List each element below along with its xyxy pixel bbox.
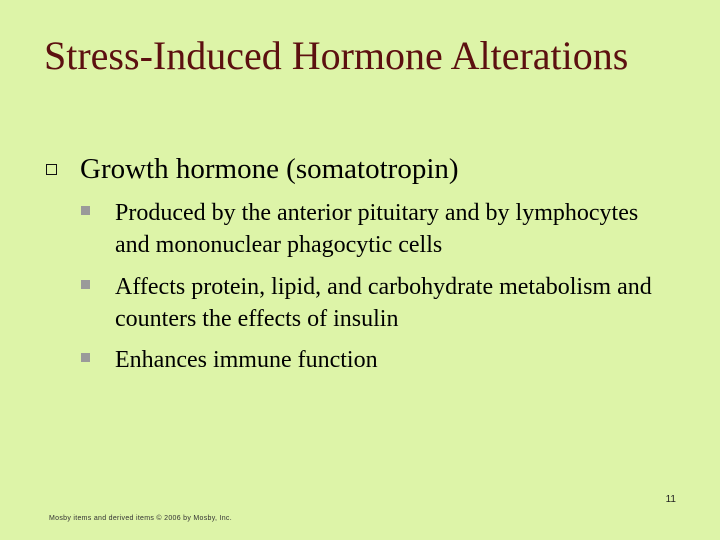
main-bullet-item (44, 152, 684, 186)
bullet-level-1 (44, 152, 684, 186)
sub-bullet-item (36, 344, 636, 376)
sub-bullet-text: Produced by the anterior pituitary and by lymphocytes and mononuclear phagocytic cells (115, 200, 639, 258)
copyright-footer: Mosby items and derived items © 2006 by Mosby, Inc. (49, 515, 232, 522)
hollow-square-bullet-icon (46, 164, 57, 175)
filled-square-bullet-icon (81, 353, 90, 362)
sub-bullet-text: Enhances immune function (115, 347, 378, 373)
filled-square-bullet-icon (81, 206, 90, 215)
sub-bullet-item (36, 197, 639, 261)
slide-title: Stress-Induced Hormone Alterations (44, 33, 629, 78)
main-bullet-text: Growth hormone (somatotropin) (80, 153, 459, 185)
page-number: 11 (665, 494, 676, 505)
sub-bullet-item (36, 271, 652, 335)
filled-square-bullet-icon (81, 280, 90, 289)
sub-bullet-text: Affects protein, lipid, and carbohydrate metabolism and counters the effects of insulin (115, 274, 652, 332)
sub-bullet-list (36, 197, 652, 386)
